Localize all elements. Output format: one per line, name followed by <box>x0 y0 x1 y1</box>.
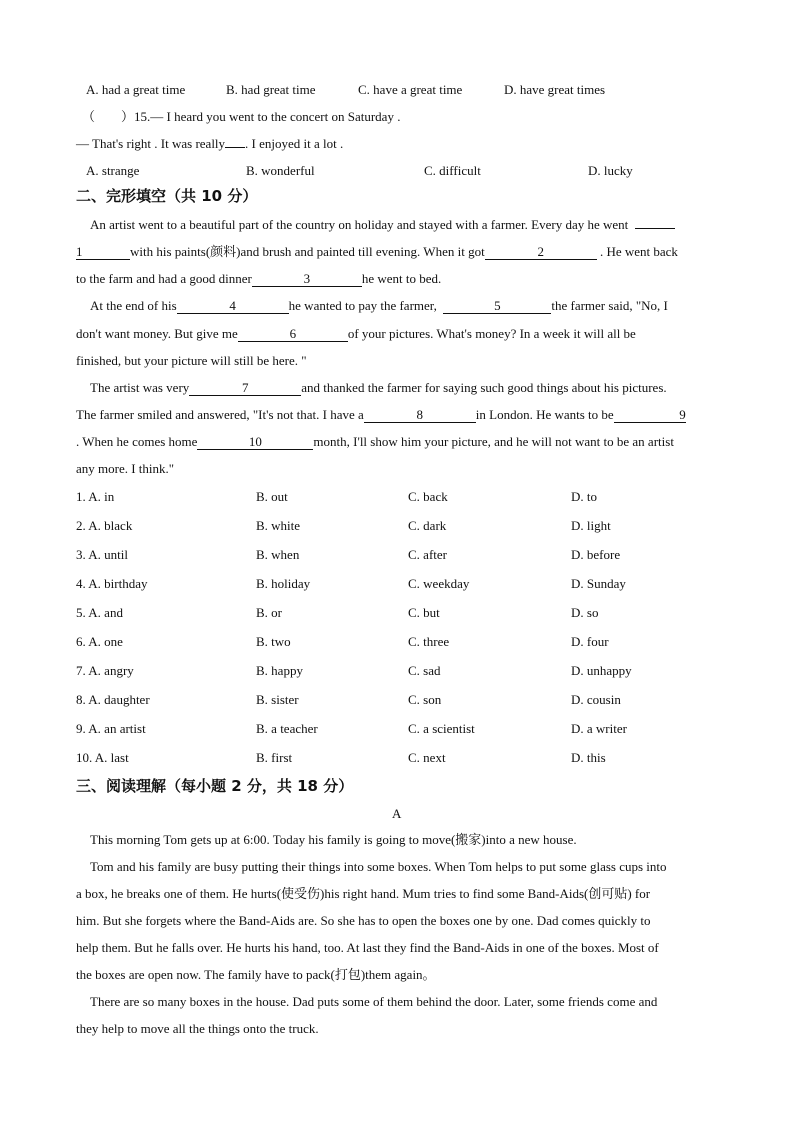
cloze-option: D. light <box>571 518 611 533</box>
blank-1: 1 <box>76 245 130 260</box>
cloze-option: B. white <box>256 518 301 533</box>
cloze-option: C. after <box>408 547 447 562</box>
cloze-option: D. cousin <box>571 692 621 707</box>
cloze-option: B. out <box>256 489 288 504</box>
blank-9: 9 <box>614 408 686 423</box>
option-c: C. have a great time <box>358 82 463 97</box>
option-a: A. had a great time <box>86 82 186 97</box>
q15-option-d: D. lucky <box>588 163 633 178</box>
q15-option-a: A. strange <box>86 163 140 178</box>
cloze-option: D. a writer <box>571 721 627 736</box>
section-2-title: 二、完形填空（共 10 分） <box>76 187 258 205</box>
blank-6: 6 <box>238 327 348 342</box>
answer-blank <box>225 147 245 148</box>
answer-paren-close: ） <box>121 109 135 124</box>
passage-line: There are so many boxes in the house. Dad puts some of them behind the door. Later, some friends come and <box>90 994 658 1009</box>
passage-line: a box, he breaks one of them. He hurts(使受伤)his right hand. Mum tries to find some Band-Aids(创可贴) for <box>76 886 651 901</box>
cloze-line: . When he comes home 10 month, I'll show him your picture, and he will not want to be an artist <box>76 434 674 449</box>
cloze-option: 10. A. last <box>76 750 129 765</box>
cloze-line: The artist was very 7 and thanked the farmer for saying such good things about his pictures. <box>90 380 667 395</box>
cloze-line: to the farm and had a good dinner 3 he went to bed. <box>76 271 442 286</box>
q15-option-c: C. difficult <box>424 163 481 178</box>
cloze-option: C. but <box>408 605 440 620</box>
cloze-option: B. a teacher <box>256 721 318 736</box>
cloze-option: 9. A. an artist <box>76 721 146 736</box>
cloze-option: D. four <box>571 634 609 649</box>
cloze-option: C. son <box>408 692 442 707</box>
cloze-option: D. unhappy <box>571 663 632 678</box>
cloze-option: B. sister <box>256 692 299 707</box>
cloze-option: 8. A. daughter <box>76 692 150 707</box>
cloze-option: C. next <box>408 750 446 765</box>
reply-text: — That's right . It was really <box>76 136 226 151</box>
passage-line: they help to move all the things onto the truck. <box>76 1021 319 1036</box>
option-b: B. had great time <box>226 82 316 97</box>
cloze-option: 3. A. until <box>76 547 129 562</box>
passage-line: the boxes are open now. The family have to pack(打包)them again。 <box>76 967 436 982</box>
blank-2: 2 <box>485 245 597 260</box>
cloze-option: C. back <box>408 489 448 504</box>
passage-line: help them. But he falls over. He hurts his hand, too. At last they find the Band-Aids in one of the boxes. Most of <box>76 940 659 955</box>
blank-5: 5 <box>443 299 551 314</box>
cloze-option: D. before <box>571 547 621 562</box>
cloze-option: 4. A. birthday <box>76 576 148 591</box>
cloze-option: B. first <box>256 750 293 765</box>
cloze-option: D. to <box>571 489 597 504</box>
blank-8: 8 <box>364 408 476 423</box>
passage-line: This morning Tom gets up at 6:00. Today his family is going to move(搬家)into a new house. <box>90 832 577 847</box>
cloze-option: B. or <box>256 605 282 620</box>
cloze-option: 2. A. black <box>76 518 133 533</box>
passage-line: him. But she forgets where the Band-Aids are. So she has to open the boxes one by one. Dad comes quickly to <box>76 913 651 928</box>
cloze-option: C. three <box>408 634 450 649</box>
blank-10: 10 <box>197 435 313 450</box>
cloze-option: 5. A. and <box>76 605 123 620</box>
cloze-option: 6. A. one <box>76 634 123 649</box>
cloze-option: B. when <box>256 547 300 562</box>
cloze-line: don't want money. But give me 6 of your pictures. What's money? In a week it will all be <box>76 326 636 341</box>
reply-text-end: . I enjoyed it a lot . <box>245 136 344 151</box>
passage-label: A <box>392 806 402 821</box>
cloze-option: C. weekday <box>408 576 470 591</box>
cloze-option: B. holiday <box>256 576 311 591</box>
cloze-option: D. so <box>571 605 599 620</box>
cloze-option: C. dark <box>408 518 447 533</box>
cloze-option: C. a scientist <box>408 721 475 736</box>
answer-paren-open: （ <box>82 109 96 124</box>
cloze-line: finished, but your picture will still be here. " <box>76 353 307 368</box>
cloze-option: B. two <box>256 634 291 649</box>
question-stem: 15.— I heard you went to the concert on Saturday . <box>134 109 401 124</box>
blank-3: 3 <box>252 272 362 287</box>
cloze-option: C. sad <box>408 663 441 678</box>
cloze-line: At the end of his 4 he wanted to pay the farmer, 5 the farmer said, "No, I <box>90 298 668 313</box>
question-15 <box>82 109 400 125</box>
cloze-line: An artist went to a beautiful part of the country on holiday and stayed with a farmer. Every day he went <box>90 217 675 233</box>
cloze-line: The farmer smiled and answered, "It's not that. I have a 8 in London. He wants to be 9 <box>76 407 686 422</box>
blank-7: 7 <box>189 381 301 396</box>
q15-option-b: B. wonderful <box>246 163 315 178</box>
option-d: D. have great times <box>504 82 606 97</box>
blank-4: 4 <box>177 299 289 314</box>
cloze-option: D. this <box>571 750 606 765</box>
section-3-title: 三、阅读理解（每小题 2 分，共 18 分） <box>76 777 354 795</box>
cloze-line: any more. I think." <box>76 461 175 476</box>
cloze-option: B. happy <box>256 663 303 678</box>
passage-line: Tom and his family are busy putting their things into some boxes. When Tom helps to put some glass cups into <box>90 859 667 874</box>
cloze-option: 7. A. angry <box>76 663 134 678</box>
cloze-option: 1. A. in <box>76 489 115 504</box>
question-15-reply <box>76 136 343 152</box>
cloze-option: D. Sunday <box>571 576 626 591</box>
cloze-line: 1 with his paints(颜料)and brush and painted till evening. When it got 2 . He went back <box>76 244 678 259</box>
